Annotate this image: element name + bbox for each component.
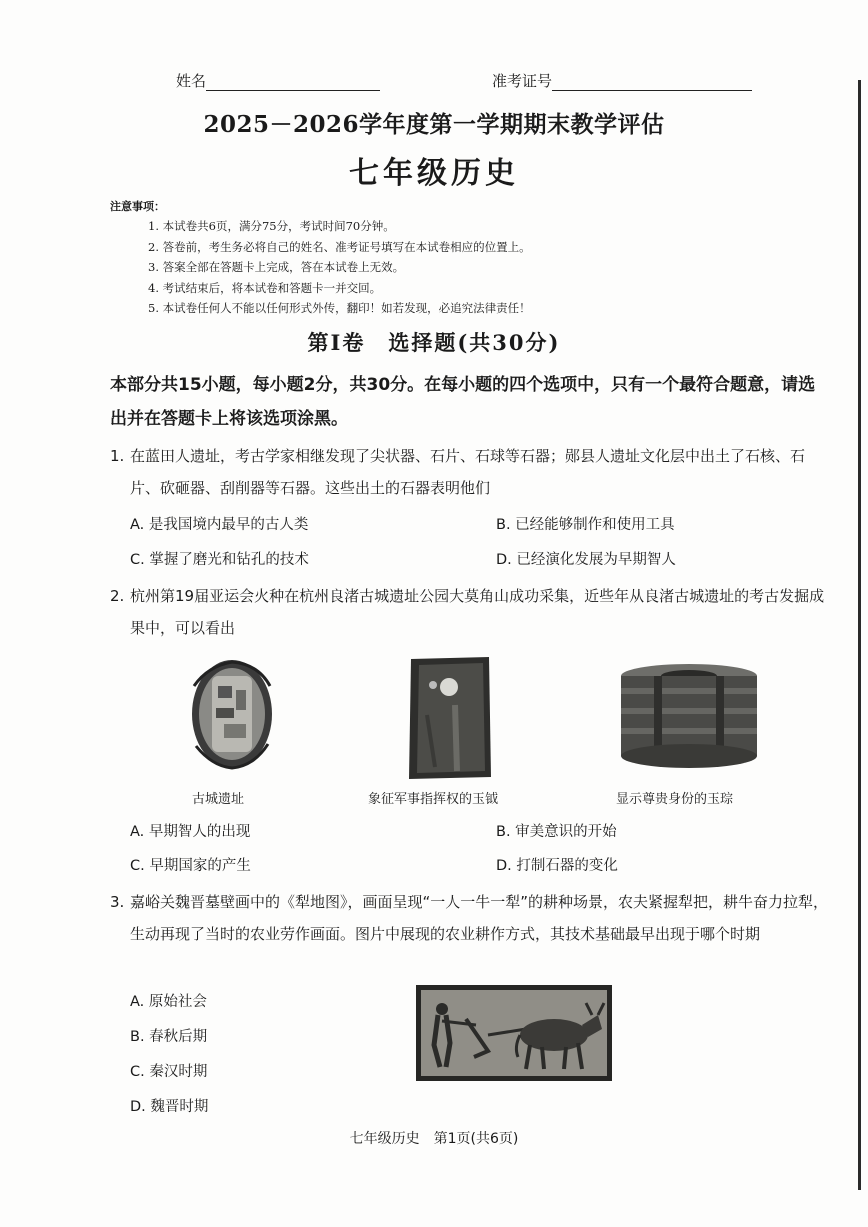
notes-list — [148, 216, 531, 319]
ploughing-mural-image — [416, 985, 612, 1081]
option-d[interactable]: D. 打制石器的变化 — [496, 858, 618, 874]
caption-ancient-city: 古城遗址 — [192, 792, 245, 807]
note-item: 1. 本试卷共6页，满分75分，考试时间70分钟。 — [148, 219, 395, 233]
exam-title: 2025－2026学年度第一学期期末教学评估 — [203, 111, 665, 138]
exam-id-blank[interactable] — [552, 76, 752, 91]
exam-id-field — [492, 70, 752, 91]
question-number: 2. — [110, 587, 125, 605]
name-blank[interactable] — [206, 76, 380, 91]
option-b[interactable]: B. 已经能够制作和使用工具 — [496, 517, 675, 533]
option-c[interactable]: C. 秦汉时期 — [130, 1064, 208, 1080]
ancient-city-map-image — [188, 656, 276, 772]
option-b[interactable]: B. 春秋后期 — [130, 1029, 208, 1045]
option-a[interactable]: A. 是我国境内最早的古人类 — [130, 517, 309, 533]
question-text: 杭州第19届亚运会火种在杭州良渚古城遗址公园大莫角山成功采集，近些年从良渚古城遗址的考古发掘成果中，可以看出 — [130, 587, 825, 637]
part-title: 第Ⅰ卷 选择题(共30分) — [307, 330, 561, 355]
notes-heading: 注意事项： — [110, 200, 165, 213]
option-a[interactable]: A. 早期智人的出现 — [130, 824, 251, 840]
note-item: 3. 答案全部在答题卡上完成，答在本试卷上无效。 — [148, 260, 405, 275]
caption-jade-cong: 显示尊贵身份的玉琮 — [616, 792, 734, 807]
question-2 — [110, 580, 832, 644]
question-text: 在蓝田人遗址，考古学家相继发现了尖状器、石片、石球等石器；郧县人遗址文化层中出土了石核、石片、砍砸器、刮削器等石器。这些出土的石器表明他们 — [130, 447, 806, 497]
option-d[interactable]: D. 已经演化发展为早期智人 — [496, 552, 676, 568]
question-3 — [110, 886, 832, 950]
jade-cong-image — [614, 660, 764, 772]
question-text: 嘉峪关魏晋墓壁画中的《犁地图》，画面呈现“一人一牛一犁”的耕种场景，农夫紧握犁把，耕牛奋力拉犁，生动再现了当时的农业劳作画面。图片中展现的农业耕作方式，其技术基础最早出现于哪个时期 — [130, 893, 829, 943]
option-d[interactable]: D. 魏晋时期 — [130, 1099, 209, 1115]
name-field — [176, 70, 380, 91]
option-c[interactable]: C. 早期国家的产生 — [130, 858, 251, 874]
scan-edge-line — [858, 80, 861, 1190]
caption-jade-axe: 象征军事指挥权的玉钺 — [368, 792, 499, 807]
question-1 — [110, 440, 832, 504]
exam-id-label: 准考证号 — [492, 72, 553, 90]
note-item: 5. 本试卷任何人不能以任何形式外传，翻印！如若发现，必追究法律责任！ — [148, 301, 531, 316]
option-a[interactable]: A. 原始社会 — [130, 994, 207, 1010]
jade-axe-image — [405, 655, 495, 781]
exam-subject: 七年级历史 — [349, 156, 519, 191]
note-item: 4. 考试结束后，将本试卷和答题卡一并交回。 — [148, 280, 382, 295]
note-item: 2. 答卷前，考生务必将自己的姓名、准考证号填写在本试卷相应的位置上。 — [148, 239, 531, 254]
option-c[interactable]: C. 掌握了磨光和钻孔的技术 — [130, 552, 309, 568]
page-footer: 七年级历史 第1页(共6页) — [349, 1131, 519, 1147]
option-b[interactable]: B. 审美意识的开始 — [496, 824, 617, 840]
question-number: 1. — [110, 447, 125, 465]
question-number: 3. — [110, 893, 125, 911]
name-label: 姓名 — [176, 72, 207, 90]
part-instruction: 本部分共15小题，每小题2分，共30分。在每小题的四个选项中，只有一个最符合题意，请选出并在答题卡上将该选项涂黑。 — [110, 375, 816, 429]
